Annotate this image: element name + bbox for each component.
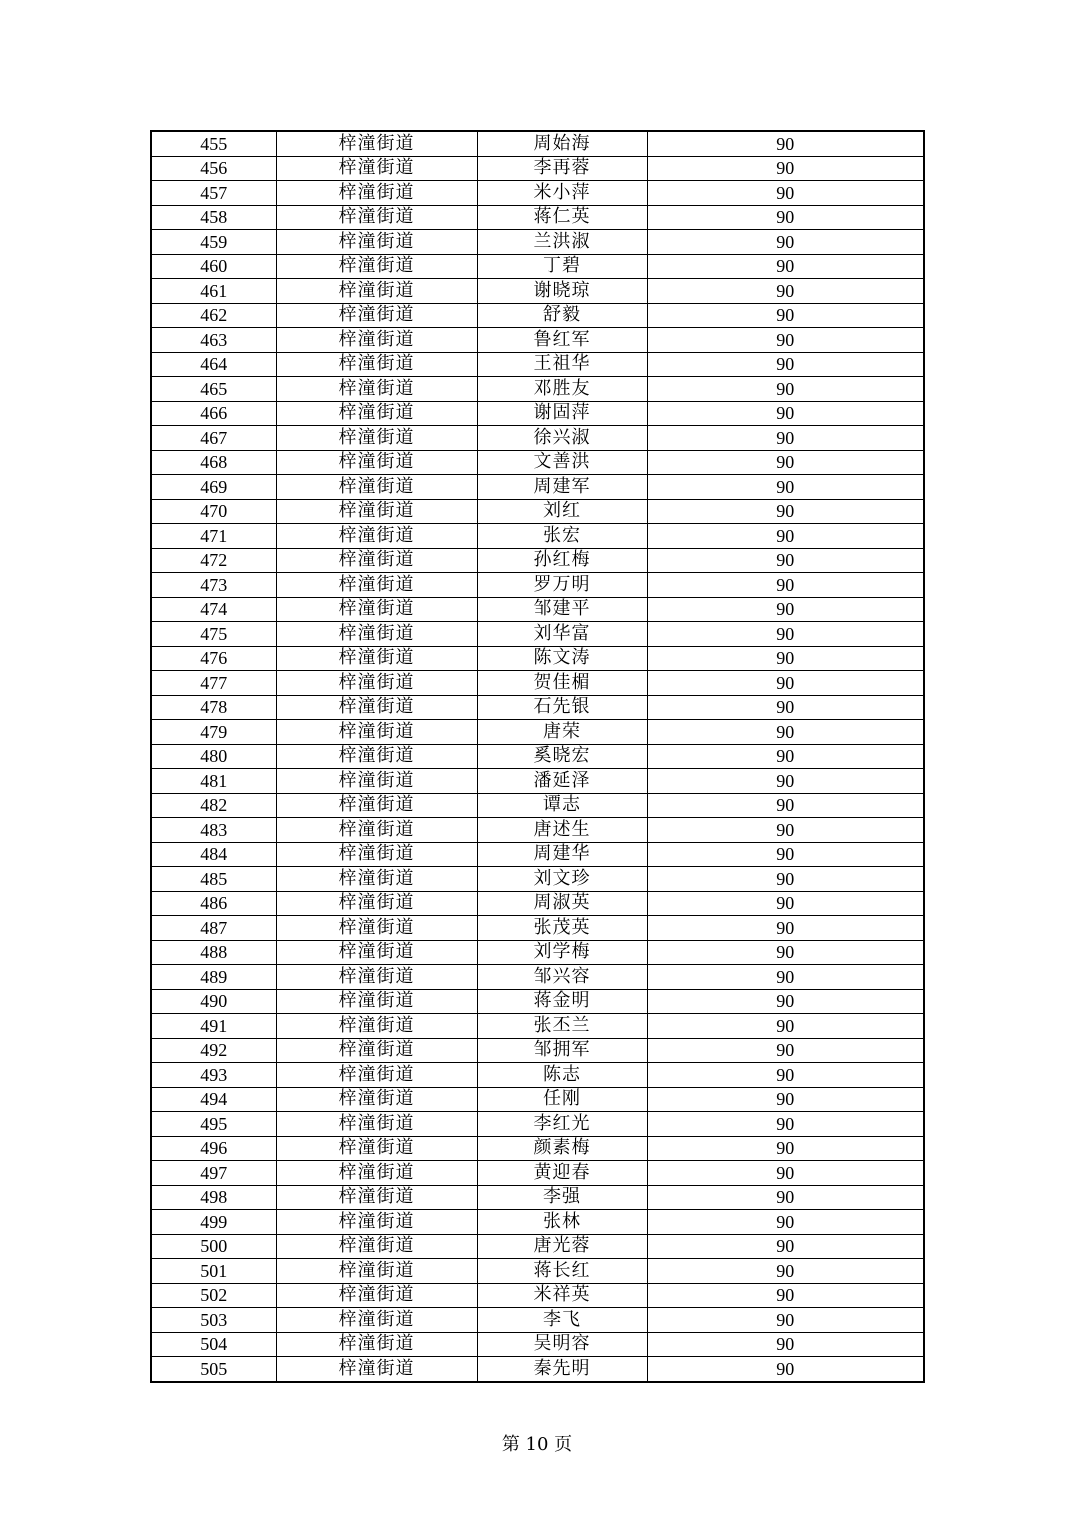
table-row — [151, 230, 924, 255]
table-row — [151, 891, 924, 916]
person-name-cell: 唐荣 — [477, 720, 647, 745]
person-name-cell: 舒毅 — [477, 303, 647, 328]
table-row — [151, 499, 924, 524]
street-cell: 梓潼街道 — [276, 1014, 477, 1039]
row-number-cell: 487 — [151, 916, 276, 941]
person-name-cell: 潘延泽 — [477, 769, 647, 794]
person-name-cell: 邹兴容 — [477, 965, 647, 990]
street-cell: 梓潼街道 — [276, 695, 477, 720]
street-cell: 梓潼街道 — [276, 1357, 477, 1382]
row-number-cell: 460 — [151, 254, 276, 279]
person-name-cell: 兰洪淑 — [477, 230, 647, 255]
row-number-cell: 463 — [151, 328, 276, 353]
amount-cell: 90 — [647, 720, 924, 745]
person-name-cell: 李飞 — [477, 1308, 647, 1333]
table-row — [151, 1063, 924, 1088]
table-row — [151, 401, 924, 426]
street-cell: 梓潼街道 — [276, 1185, 477, 1210]
amount-cell: 90 — [647, 867, 924, 892]
amount-cell: 90 — [647, 842, 924, 867]
street-cell: 梓潼街道 — [276, 1308, 477, 1333]
street-cell: 梓潼街道 — [276, 548, 477, 573]
row-number-cell: 479 — [151, 720, 276, 745]
person-name-cell: 蒋仁英 — [477, 205, 647, 230]
amount-cell: 90 — [647, 1283, 924, 1308]
table-row — [151, 1234, 924, 1259]
person-name-cell: 谢固萍 — [477, 401, 647, 426]
amount-cell: 90 — [647, 1014, 924, 1039]
table-row — [151, 842, 924, 867]
row-number-cell: 476 — [151, 646, 276, 671]
table-row — [151, 769, 924, 794]
row-number-cell: 489 — [151, 965, 276, 990]
amount-cell: 90 — [647, 573, 924, 598]
row-number-cell: 477 — [151, 671, 276, 696]
page-number: 第 10 页 — [501, 1434, 573, 1455]
row-number-cell: 456 — [151, 156, 276, 181]
amount-cell: 90 — [647, 499, 924, 524]
amount-cell: 90 — [647, 181, 924, 206]
amount-cell: 90 — [647, 230, 924, 255]
row-number-cell: 492 — [151, 1038, 276, 1063]
amount-cell: 90 — [647, 524, 924, 549]
table-row — [151, 1357, 924, 1382]
amount-cell: 90 — [647, 156, 924, 181]
street-cell: 梓潼街道 — [276, 573, 477, 598]
row-number-cell: 493 — [151, 1063, 276, 1088]
table-row — [151, 1136, 924, 1161]
amount-cell: 90 — [647, 377, 924, 402]
person-name-cell: 邹拥军 — [477, 1038, 647, 1063]
row-number-cell: 465 — [151, 377, 276, 402]
table-row — [151, 597, 924, 622]
table-row — [151, 279, 924, 304]
person-name-cell: 吴明容 — [477, 1332, 647, 1357]
row-number-cell: 486 — [151, 891, 276, 916]
amount-cell: 90 — [647, 940, 924, 965]
person-name-cell: 孙红梅 — [477, 548, 647, 573]
person-name-cell: 周建军 — [477, 475, 647, 500]
table-row — [151, 818, 924, 843]
street-cell: 梓潼街道 — [276, 352, 477, 377]
table-row — [151, 303, 924, 328]
person-name-cell: 米祥英 — [477, 1283, 647, 1308]
table-row — [151, 475, 924, 500]
row-number-cell: 501 — [151, 1259, 276, 1284]
table-row — [151, 1210, 924, 1235]
row-number-cell: 504 — [151, 1332, 276, 1357]
street-cell: 梓潼街道 — [276, 769, 477, 794]
row-number-cell: 484 — [151, 842, 276, 867]
row-number-cell: 475 — [151, 622, 276, 647]
row-number-cell: 480 — [151, 744, 276, 769]
amount-cell: 90 — [647, 1210, 924, 1235]
roster-table-body — [151, 131, 924, 1382]
street-cell: 梓潼街道 — [276, 1161, 477, 1186]
street-cell: 梓潼街道 — [276, 793, 477, 818]
row-number-cell: 491 — [151, 1014, 276, 1039]
amount-cell: 90 — [647, 1087, 924, 1112]
amount-cell: 90 — [647, 401, 924, 426]
table-row — [151, 1259, 924, 1284]
amount-cell: 90 — [647, 1234, 924, 1259]
person-name-cell: 邓胜友 — [477, 377, 647, 402]
street-cell: 梓潼街道 — [276, 499, 477, 524]
amount-cell: 90 — [647, 1136, 924, 1161]
amount-cell: 90 — [647, 989, 924, 1014]
street-cell: 梓潼街道 — [276, 524, 477, 549]
person-name-cell: 谭志 — [477, 793, 647, 818]
street-cell: 梓潼街道 — [276, 254, 477, 279]
table-row — [151, 940, 924, 965]
street-cell: 梓潼街道 — [276, 1283, 477, 1308]
row-number-cell: 459 — [151, 230, 276, 255]
table-row — [151, 720, 924, 745]
row-number-cell: 458 — [151, 205, 276, 230]
amount-cell: 90 — [647, 1259, 924, 1284]
table-row — [151, 867, 924, 892]
person-name-cell: 徐兴淑 — [477, 426, 647, 451]
table-row — [151, 916, 924, 941]
table-row — [151, 646, 924, 671]
street-cell: 梓潼街道 — [276, 181, 477, 206]
row-number-cell: 473 — [151, 573, 276, 598]
row-number-cell: 470 — [151, 499, 276, 524]
person-name-cell: 张丕兰 — [477, 1014, 647, 1039]
row-number-cell: 488 — [151, 940, 276, 965]
table-row — [151, 1014, 924, 1039]
person-name-cell: 唐述生 — [477, 818, 647, 843]
street-cell: 梓潼街道 — [276, 744, 477, 769]
amount-cell: 90 — [647, 205, 924, 230]
person-name-cell: 谢晓琼 — [477, 279, 647, 304]
row-number-cell: 466 — [151, 401, 276, 426]
street-cell: 梓潼街道 — [276, 867, 477, 892]
person-name-cell: 任刚 — [477, 1087, 647, 1112]
amount-cell: 90 — [647, 475, 924, 500]
person-name-cell: 张宏 — [477, 524, 647, 549]
table-row — [151, 1185, 924, 1210]
amount-cell: 90 — [647, 450, 924, 475]
street-cell: 梓潼街道 — [276, 1259, 477, 1284]
street-cell: 梓潼街道 — [276, 622, 477, 647]
roster-table — [150, 130, 925, 1383]
table-row — [151, 573, 924, 598]
table-row — [151, 1038, 924, 1063]
street-cell: 梓潼街道 — [276, 1234, 477, 1259]
table-row — [151, 671, 924, 696]
person-name-cell: 石先银 — [477, 695, 647, 720]
street-cell: 梓潼街道 — [276, 891, 477, 916]
street-cell: 梓潼街道 — [276, 156, 477, 181]
person-name-cell: 刘红 — [477, 499, 647, 524]
person-name-cell: 周建华 — [477, 842, 647, 867]
person-name-cell: 王祖华 — [477, 352, 647, 377]
amount-cell: 90 — [647, 352, 924, 377]
amount-cell: 90 — [647, 1357, 924, 1382]
street-cell: 梓潼街道 — [276, 1332, 477, 1357]
amount-cell: 90 — [647, 1161, 924, 1186]
roster-sheet — [150, 130, 923, 1383]
street-cell: 梓潼街道 — [276, 818, 477, 843]
person-name-cell: 李红光 — [477, 1112, 647, 1137]
row-number-cell: 471 — [151, 524, 276, 549]
amount-cell: 90 — [647, 622, 924, 647]
row-number-cell: 498 — [151, 1185, 276, 1210]
amount-cell: 90 — [647, 1112, 924, 1137]
person-name-cell: 颜素梅 — [477, 1136, 647, 1161]
table-row — [151, 695, 924, 720]
street-cell: 梓潼街道 — [276, 671, 477, 696]
amount-cell: 90 — [647, 891, 924, 916]
amount-cell: 90 — [647, 646, 924, 671]
row-number-cell: 478 — [151, 695, 276, 720]
person-name-cell: 蒋金明 — [477, 989, 647, 1014]
amount-cell: 90 — [647, 744, 924, 769]
person-name-cell: 张林 — [477, 1210, 647, 1235]
table-row — [151, 1087, 924, 1112]
amount-cell: 90 — [647, 426, 924, 451]
table-row — [151, 1283, 924, 1308]
amount-cell: 90 — [647, 1332, 924, 1357]
row-number-cell: 461 — [151, 279, 276, 304]
amount-cell: 90 — [647, 303, 924, 328]
person-name-cell: 贺佳楣 — [477, 671, 647, 696]
amount-cell: 90 — [647, 1038, 924, 1063]
street-cell: 梓潼街道 — [276, 940, 477, 965]
person-name-cell: 周始海 — [477, 131, 647, 156]
person-name-cell: 丁碧 — [477, 254, 647, 279]
amount-cell: 90 — [647, 1185, 924, 1210]
amount-cell: 90 — [647, 793, 924, 818]
street-cell: 梓潼街道 — [276, 1136, 477, 1161]
person-name-cell: 鲁红军 — [477, 328, 647, 353]
person-name-cell: 陈志 — [477, 1063, 647, 1088]
table-row — [151, 181, 924, 206]
street-cell: 梓潼街道 — [276, 377, 477, 402]
row-number-cell: 503 — [151, 1308, 276, 1333]
table-row — [151, 548, 924, 573]
row-number-cell: 485 — [151, 867, 276, 892]
amount-cell: 90 — [647, 916, 924, 941]
person-name-cell: 陈文涛 — [477, 646, 647, 671]
street-cell: 梓潼街道 — [276, 426, 477, 451]
person-name-cell: 周淑英 — [477, 891, 647, 916]
row-number-cell: 497 — [151, 1161, 276, 1186]
person-name-cell: 刘文珍 — [477, 867, 647, 892]
street-cell: 梓潼街道 — [276, 646, 477, 671]
street-cell: 梓潼街道 — [276, 401, 477, 426]
table-row — [151, 377, 924, 402]
table-row — [151, 450, 924, 475]
street-cell: 梓潼街道 — [276, 475, 477, 500]
person-name-cell: 罗万明 — [477, 573, 647, 598]
street-cell: 梓潼街道 — [276, 989, 477, 1014]
person-name-cell: 秦先明 — [477, 1357, 647, 1382]
person-name-cell: 刘学梅 — [477, 940, 647, 965]
person-name-cell: 蒋长红 — [477, 1259, 647, 1284]
row-number-cell: 481 — [151, 769, 276, 794]
amount-cell: 90 — [647, 769, 924, 794]
row-number-cell: 482 — [151, 793, 276, 818]
table-row — [151, 328, 924, 353]
street-cell: 梓潼街道 — [276, 131, 477, 156]
person-name-cell: 黄迎春 — [477, 1161, 647, 1186]
person-name-cell: 刘华富 — [477, 622, 647, 647]
street-cell: 梓潼街道 — [276, 328, 477, 353]
amount-cell: 90 — [647, 548, 924, 573]
street-cell: 梓潼街道 — [276, 303, 477, 328]
table-row — [151, 1308, 924, 1333]
street-cell: 梓潼街道 — [276, 1087, 477, 1112]
table-row — [151, 1112, 924, 1137]
table-row — [151, 352, 924, 377]
row-number-cell: 496 — [151, 1136, 276, 1161]
street-cell: 梓潼街道 — [276, 205, 477, 230]
amount-cell: 90 — [647, 1308, 924, 1333]
table-row — [151, 254, 924, 279]
amount-cell: 90 — [647, 597, 924, 622]
table-row — [151, 622, 924, 647]
row-number-cell: 462 — [151, 303, 276, 328]
street-cell: 梓潼街道 — [276, 597, 477, 622]
person-name-cell: 唐光蓉 — [477, 1234, 647, 1259]
amount-cell: 90 — [647, 818, 924, 843]
row-number-cell: 483 — [151, 818, 276, 843]
street-cell: 梓潼街道 — [276, 279, 477, 304]
table-row — [151, 524, 924, 549]
table-row — [151, 965, 924, 990]
street-cell: 梓潼街道 — [276, 1063, 477, 1088]
person-name-cell: 李强 — [477, 1185, 647, 1210]
street-cell: 梓潼街道 — [276, 916, 477, 941]
row-number-cell: 500 — [151, 1234, 276, 1259]
row-number-cell: 502 — [151, 1283, 276, 1308]
row-number-cell: 499 — [151, 1210, 276, 1235]
row-number-cell: 455 — [151, 131, 276, 156]
table-row — [151, 1332, 924, 1357]
street-cell: 梓潼街道 — [276, 450, 477, 475]
street-cell: 梓潼街道 — [276, 965, 477, 990]
person-name-cell: 文善洪 — [477, 450, 647, 475]
table-row — [151, 131, 924, 156]
row-number-cell: 468 — [151, 450, 276, 475]
row-number-cell: 472 — [151, 548, 276, 573]
table-row — [151, 793, 924, 818]
row-number-cell: 467 — [151, 426, 276, 451]
table-row — [151, 1161, 924, 1186]
person-name-cell: 奚晓宏 — [477, 744, 647, 769]
row-number-cell: 464 — [151, 352, 276, 377]
table-row — [151, 426, 924, 451]
amount-cell: 90 — [647, 131, 924, 156]
street-cell: 梓潼街道 — [276, 1038, 477, 1063]
person-name-cell: 张茂英 — [477, 916, 647, 941]
street-cell: 梓潼街道 — [276, 720, 477, 745]
amount-cell: 90 — [647, 1063, 924, 1088]
amount-cell: 90 — [647, 695, 924, 720]
street-cell: 梓潼街道 — [276, 1112, 477, 1137]
row-number-cell: 474 — [151, 597, 276, 622]
table-row — [151, 744, 924, 769]
street-cell: 梓潼街道 — [276, 1210, 477, 1235]
street-cell: 梓潼街道 — [276, 230, 477, 255]
amount-cell: 90 — [647, 965, 924, 990]
amount-cell: 90 — [647, 279, 924, 304]
person-name-cell: 李再蓉 — [477, 156, 647, 181]
row-number-cell: 490 — [151, 989, 276, 1014]
amount-cell: 90 — [647, 671, 924, 696]
amount-cell: 90 — [647, 254, 924, 279]
table-row — [151, 205, 924, 230]
row-number-cell: 495 — [151, 1112, 276, 1137]
amount-cell: 90 — [647, 328, 924, 353]
row-number-cell: 505 — [151, 1357, 276, 1382]
row-number-cell: 457 — [151, 181, 276, 206]
row-number-cell: 494 — [151, 1087, 276, 1112]
row-number-cell: 469 — [151, 475, 276, 500]
table-row — [151, 989, 924, 1014]
person-name-cell: 米小萍 — [477, 181, 647, 206]
street-cell: 梓潼街道 — [276, 842, 477, 867]
table-row — [151, 156, 924, 181]
person-name-cell: 邹建平 — [477, 597, 647, 622]
